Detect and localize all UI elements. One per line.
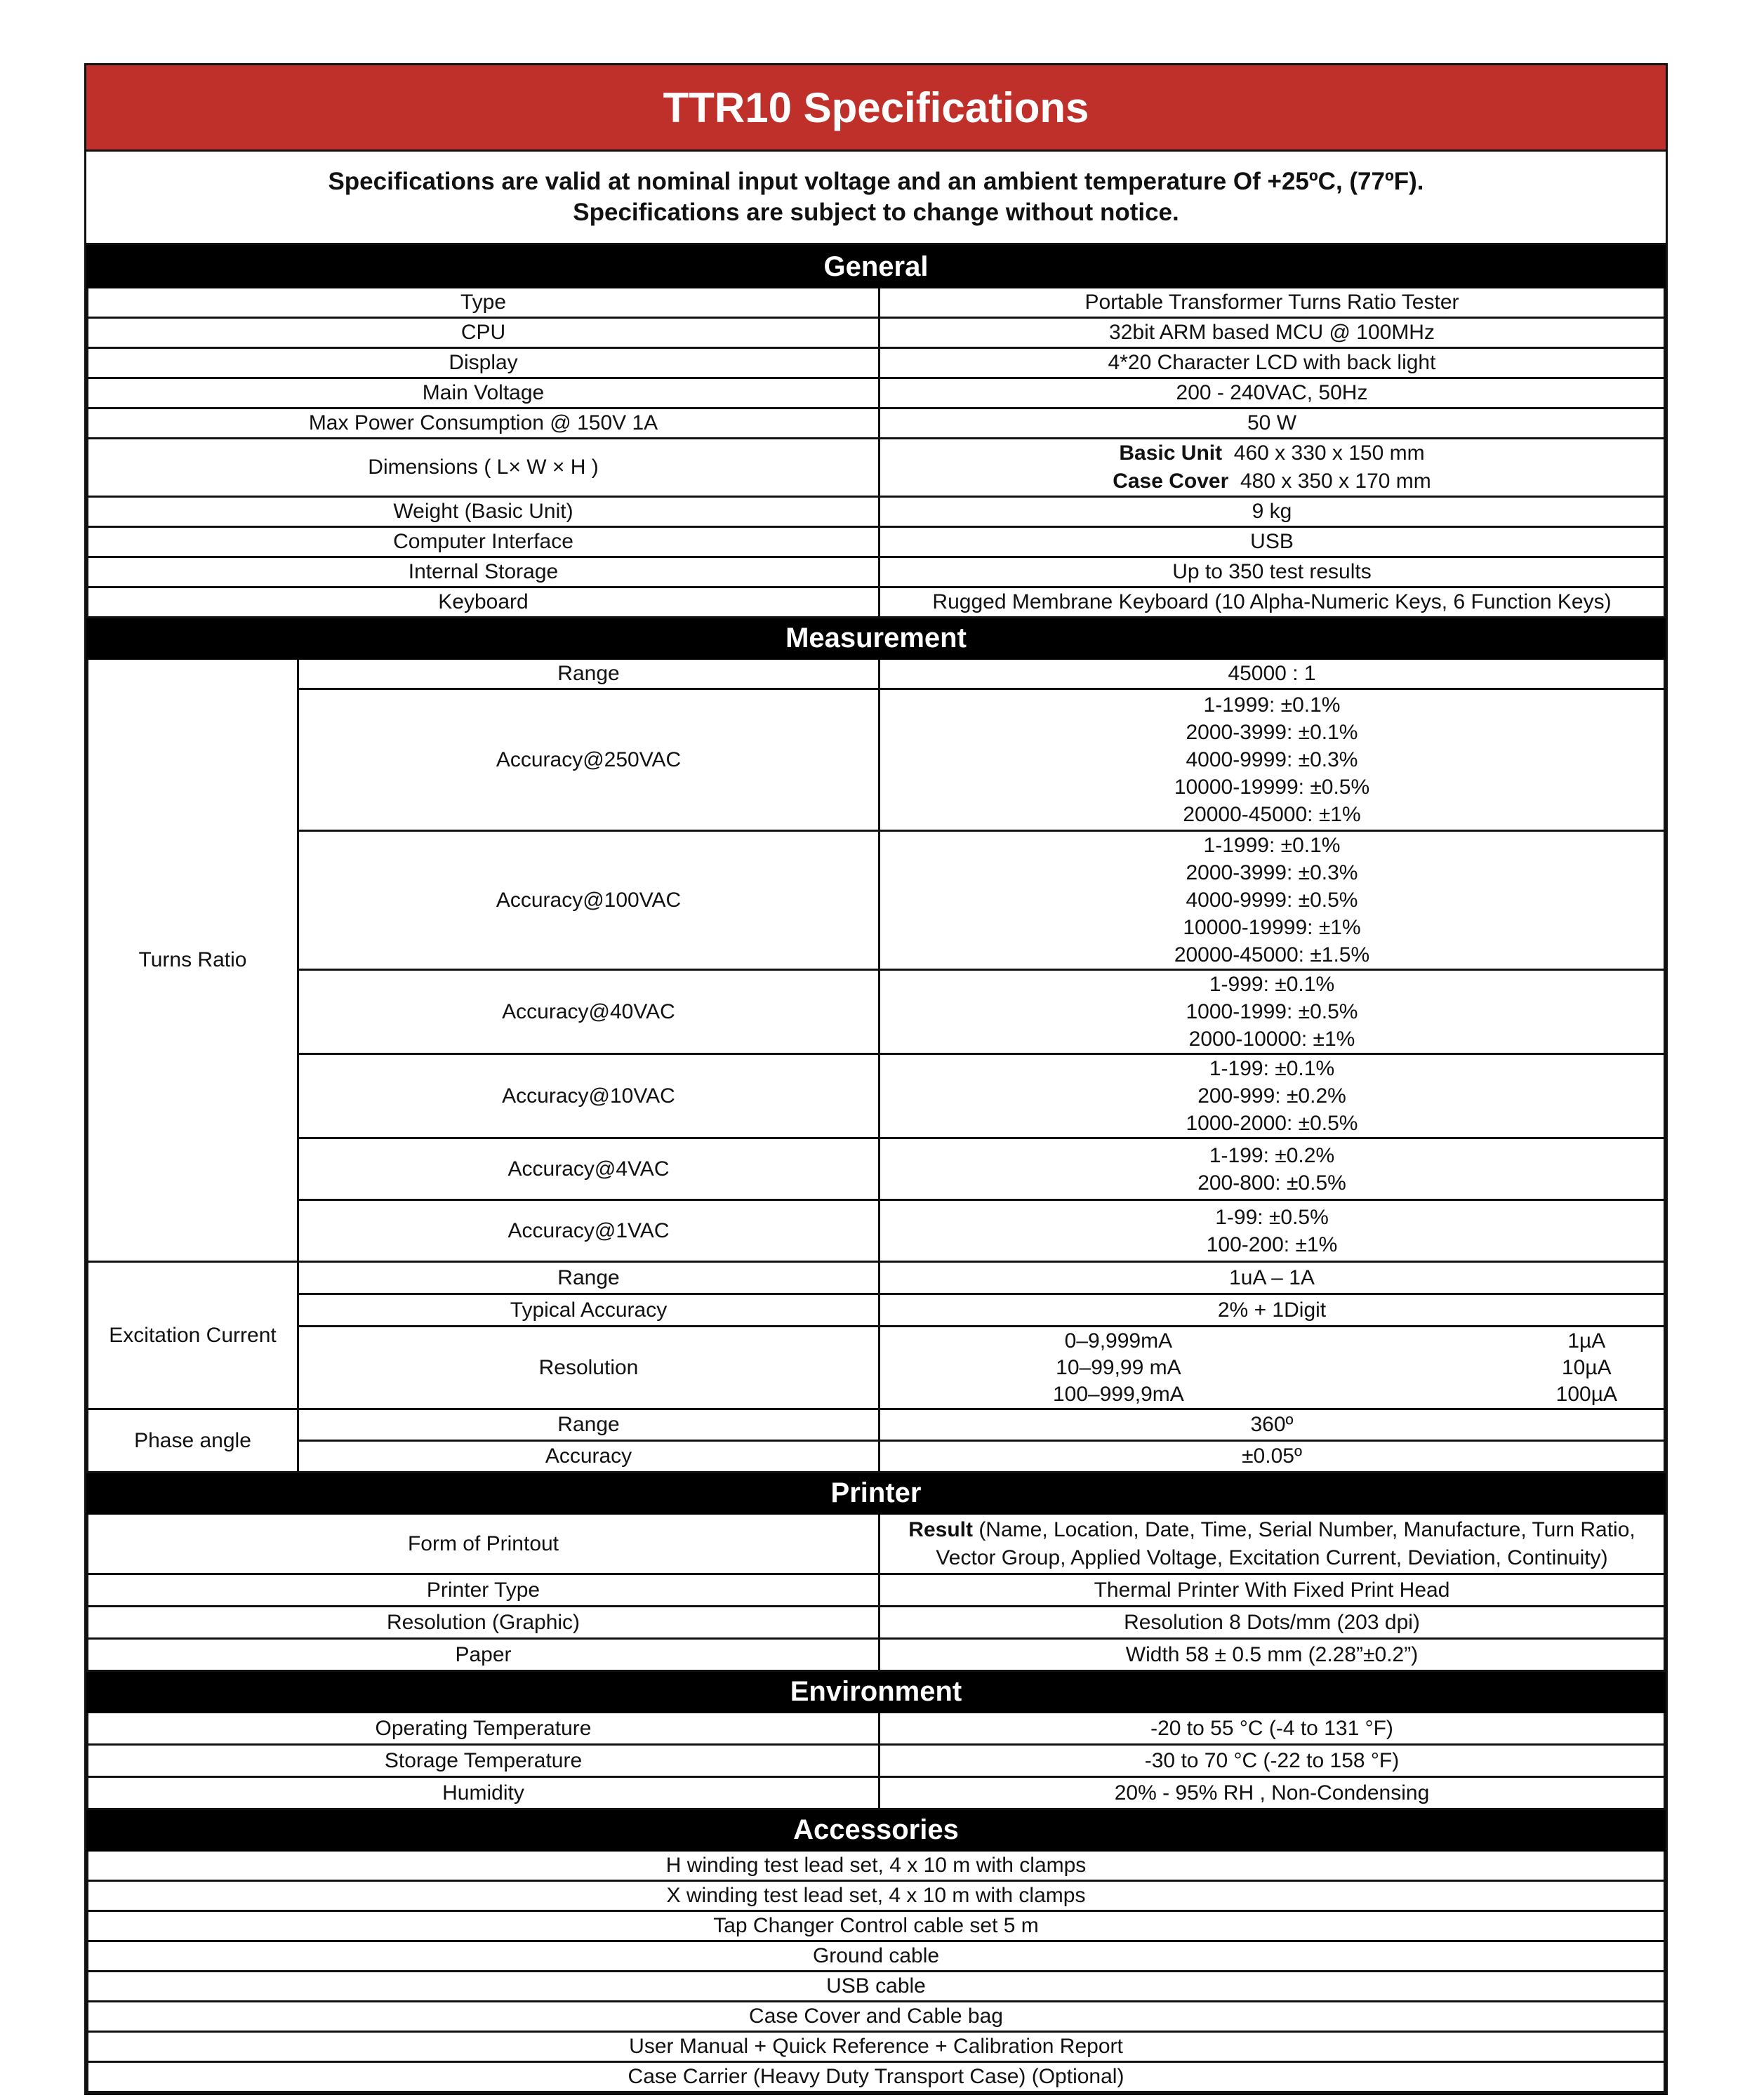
- spec-value: Resolution 8 Dots/mm (203 dpi): [880, 1607, 1665, 1639]
- list-item: [88, 2002, 1665, 2032]
- list-item: [88, 1881, 1665, 1911]
- spec-label: Accuracy@250VAC: [298, 689, 880, 831]
- spec-value: [880, 439, 1665, 497]
- accessory-item: H winding test lead set, 4 x 10 m with clamps: [88, 1851, 1665, 1881]
- spec-label: Humidity: [88, 1777, 880, 1809]
- table-row: [88, 659, 1665, 689]
- notice-line-1: Specifications are valid at nominal input voltage and an ambient temperature Of +25ºC, (77ºF).: [328, 168, 1424, 195]
- section-header-accessories: Accessories: [88, 1809, 1665, 1851]
- group-label-excitation-current: Excitation Current: [88, 1262, 298, 1409]
- spec-value: 4*20 Character LCD with back light: [880, 348, 1665, 378]
- list-item: [88, 1941, 1665, 1972]
- dimension-basic-unit: Basic Unit 460 x 330 x 150 mm: [1119, 441, 1425, 465]
- spec-value: 1-199: ±0.1% 200-999: ±0.2% 1000-2000: ±0.5%: [880, 1054, 1665, 1138]
- accessory-item: X winding test lead set, 4 x 10 m with clamps: [88, 1881, 1665, 1911]
- spec-label: Resolution (Graphic): [88, 1607, 880, 1639]
- resolution-grid: [884, 1328, 1659, 1408]
- accessory-item: Tap Changer Control cable set 5 m: [88, 1911, 1665, 1941]
- spec-value: 1-99: ±0.5% 100-200: ±1%: [880, 1200, 1665, 1262]
- list-item: [88, 1972, 1665, 2002]
- table-row: [88, 587, 1665, 618]
- table-row: [88, 1327, 1665, 1409]
- notice-line-2: Specifications are subject to change without notice.: [573, 199, 1179, 226]
- spec-value: 32bit ARM based MCU @ 100MHz: [880, 318, 1665, 348]
- table-row: [88, 689, 1665, 831]
- table-row: [88, 1138, 1665, 1200]
- resolution-steps: 1µA 10µA 100µA: [1555, 1329, 1617, 1406]
- spec-label: Main Voltage: [88, 378, 880, 408]
- section-header-environment: Environment: [88, 1671, 1665, 1713]
- spec-label: Display: [88, 348, 880, 378]
- spec-label: Paper: [88, 1639, 880, 1671]
- page-title: TTR10 Specifications: [86, 65, 1666, 152]
- section-header-measurement: Measurement: [88, 618, 1665, 659]
- spec-value: 9 kg: [880, 497, 1665, 527]
- table-row: [88, 1200, 1665, 1262]
- table-row: [88, 1514, 1665, 1574]
- table-row: [88, 408, 1665, 439]
- spec-value: 1-1999: ±0.1% 2000-3999: ±0.1% 4000-9999: ±0.3% 10000-19999: ±0.5% 20000-45000: ±1%: [880, 689, 1665, 831]
- table-row: [88, 1441, 1665, 1473]
- spec-value: Result (Name, Location, Date, Time, Serial Number, Manufacture, Turn Ratio, Vector Group, Applied Voltage, Excitation Current, Deviation, Continuity): [880, 1514, 1665, 1574]
- group-label-phase-angle: Phase angle: [88, 1409, 298, 1473]
- table-row: [88, 1639, 1665, 1671]
- spec-value: -20 to 55 °C (-4 to 131 °F): [880, 1713, 1665, 1745]
- spec-label: Max Power Consumption @ 150V 1A: [88, 408, 880, 439]
- table-row: [88, 378, 1665, 408]
- spec-value: 360º: [880, 1409, 1665, 1441]
- spec-label: Accuracy@100VAC: [298, 831, 880, 970]
- table-row: [88, 1777, 1665, 1809]
- list-item: [88, 2032, 1665, 2062]
- spec-label: CPU: [88, 318, 880, 348]
- spec-value: [880, 1327, 1665, 1409]
- spec-value: Width 58 ± 0.5 mm (2.28”±0.2”): [880, 1639, 1665, 1671]
- table-row: [88, 1294, 1665, 1327]
- list-item: [88, 2062, 1665, 2092]
- spec-label: Type: [88, 288, 880, 318]
- table-row: [88, 439, 1665, 497]
- list-item: [88, 1911, 1665, 1941]
- spec-label: Keyboard: [88, 587, 880, 618]
- table-row: [88, 288, 1665, 318]
- spec-label: Accuracy: [298, 1441, 880, 1473]
- spec-value: USB: [880, 527, 1665, 557]
- spec-value: ±0.05º: [880, 1441, 1665, 1473]
- table-row: [88, 557, 1665, 587]
- resolution-ranges: 0–9,999mA 10–99,99 mA 100–999,9mA: [1053, 1329, 1184, 1406]
- spec-value: Up to 350 test results: [880, 557, 1665, 587]
- table-row: [88, 1745, 1665, 1777]
- table-row: [88, 1054, 1665, 1138]
- table-row: [88, 1713, 1665, 1745]
- table-row: [88, 497, 1665, 527]
- table-row: [88, 970, 1665, 1054]
- spec-value: 1uA – 1A: [880, 1262, 1665, 1294]
- spec-value: Portable Transformer Turns Ratio Tester: [880, 288, 1665, 318]
- spec-label: Dimensions ( L× W × H ): [88, 439, 880, 497]
- spec-label: Computer Interface: [88, 527, 880, 557]
- table-row: [88, 1574, 1665, 1607]
- accessory-item: Case Carrier (Heavy Duty Transport Case) (Optional): [88, 2062, 1665, 2092]
- section-header-printer: Printer: [88, 1473, 1665, 1514]
- spec-value: 50 W: [880, 408, 1665, 439]
- spec-value: 1-199: ±0.2% 200-800: ±0.5%: [880, 1138, 1665, 1200]
- spec-label: Range: [298, 659, 880, 689]
- accessory-item: User Manual + Quick Reference + Calibration Report: [88, 2032, 1665, 2062]
- spec-label: Typical Accuracy: [298, 1294, 880, 1327]
- spec-label: Accuracy@1VAC: [298, 1200, 880, 1262]
- spec-label: Accuracy@10VAC: [298, 1054, 880, 1138]
- spec-value: -30 to 70 °C (-22 to 158 °F): [880, 1745, 1665, 1777]
- spec-label: Resolution: [298, 1327, 880, 1409]
- spec-label: Accuracy@4VAC: [298, 1138, 880, 1200]
- table-row: [88, 1607, 1665, 1639]
- spec-label: Operating Temperature: [88, 1713, 880, 1745]
- spec-label: Form of Printout: [88, 1514, 880, 1574]
- spec-value: Rugged Membrane Keyboard (10 Alpha-Numeric Keys, 6 Function Keys): [880, 587, 1665, 618]
- dimension-case-cover: Case Cover 480 x 350 x 170 mm: [1113, 470, 1431, 493]
- accessory-item: Case Cover and Cable bag: [88, 2002, 1665, 2032]
- spec-table: [86, 245, 1666, 2093]
- table-row: [88, 831, 1665, 970]
- spec-label: Printer Type: [88, 1574, 880, 1607]
- spec-label: Internal Storage: [88, 557, 880, 587]
- spec-sheet: [84, 63, 1668, 2095]
- group-label-turns-ratio: Turns Ratio: [88, 659, 298, 1262]
- list-item: [88, 1851, 1665, 1881]
- table-row: [88, 1262, 1665, 1294]
- table-row: [88, 318, 1665, 348]
- table-row: [88, 527, 1665, 557]
- table-row: [88, 1409, 1665, 1441]
- spec-value: 1-1999: ±0.1% 2000-3999: ±0.3% 4000-9999: ±0.5% 10000-19999: ±1% 20000-45000: ±1.5%: [880, 831, 1665, 970]
- spec-value: 20% - 95% RH , Non-Condensing: [880, 1777, 1665, 1809]
- spec-value: 200 - 240VAC, 50Hz: [880, 378, 1665, 408]
- notice-block: [86, 152, 1666, 245]
- spec-value: Thermal Printer With Fixed Print Head: [880, 1574, 1665, 1607]
- spec-label: Accuracy@40VAC: [298, 970, 880, 1054]
- spec-label: Storage Temperature: [88, 1745, 880, 1777]
- section-header-general: General: [88, 246, 1665, 288]
- spec-label: Range: [298, 1409, 880, 1441]
- table-row: [88, 348, 1665, 378]
- accessory-item: Ground cable: [88, 1941, 1665, 1972]
- accessory-item: USB cable: [88, 1972, 1665, 2002]
- spec-value: 2% + 1Digit: [880, 1294, 1665, 1327]
- spec-value: 1-999: ±0.1% 1000-1999: ±0.5% 2000-10000: ±1%: [880, 970, 1665, 1054]
- spec-label: Range: [298, 1262, 880, 1294]
- spec-label: Weight (Basic Unit): [88, 497, 880, 527]
- spec-value: 45000 : 1: [880, 659, 1665, 689]
